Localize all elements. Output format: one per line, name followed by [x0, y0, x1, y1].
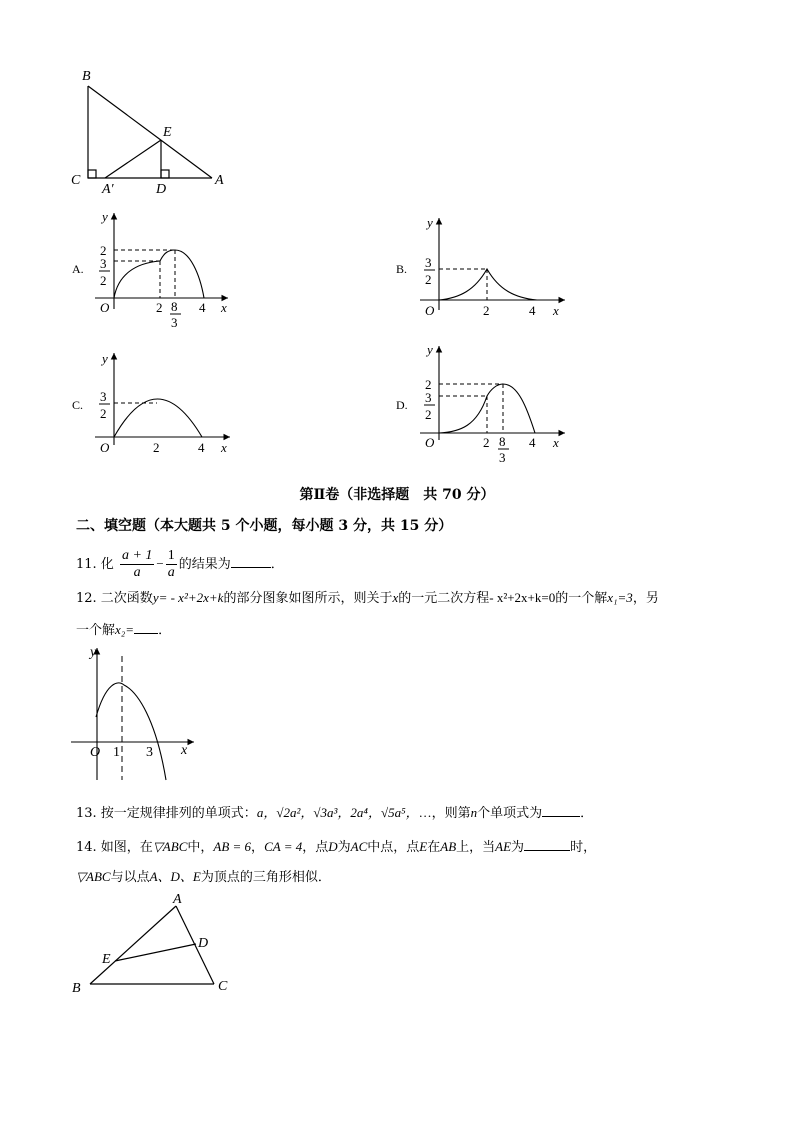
- origin-O: O: [425, 303, 435, 318]
- q12-function: y= - x²+2x+k: [152, 590, 224, 605]
- label-C: C: [218, 979, 228, 994]
- q14-ac: AC: [350, 839, 368, 854]
- q12-text-c: 的一元二次方程: [398, 591, 490, 606]
- label-A: A: [215, 173, 224, 188]
- x-tick-2: 2: [483, 303, 490, 318]
- tick-1: 1: [113, 745, 120, 760]
- q11-frac1-num: a + 1: [120, 548, 154, 565]
- q11-frac1-den: a: [133, 565, 141, 580]
- q11-fraction-2: [166, 548, 177, 581]
- q11-frac2-num: 1: [166, 548, 177, 565]
- q14-ab: AB = 6: [213, 839, 252, 854]
- q11-prefix: 11. 化: [76, 557, 114, 572]
- question-13: [76, 802, 593, 824]
- label-E: E: [102, 952, 111, 967]
- x-tick-2: 2: [483, 435, 490, 450]
- axis-x: x: [221, 440, 227, 455]
- label-B: B: [82, 69, 91, 84]
- axis-x: x: [553, 435, 559, 450]
- origin-O: O: [425, 435, 435, 450]
- axis-y: y: [102, 351, 108, 366]
- question-12-line-2: [76, 619, 171, 641]
- q11-answer-blank[interactable]: [231, 553, 271, 568]
- axis-y: y: [90, 645, 97, 660]
- q14-text-d: 为: [337, 840, 351, 855]
- q13-suffix-a: 则第: [444, 806, 471, 821]
- label-E: E: [163, 125, 172, 140]
- q13-term-3: √3a³，: [313, 805, 351, 820]
- option-b-letter: B.: [396, 262, 408, 276]
- q14-text-f: 在: [427, 840, 441, 855]
- q13-term-1: a，: [256, 805, 277, 820]
- q13-suffix-b: 个单项式为: [477, 806, 543, 821]
- q14-text-g: 上，当: [456, 840, 496, 855]
- q14-sep: ，: [251, 840, 265, 855]
- q12-answer-blank[interactable]: [134, 619, 158, 634]
- option-d-letter: D.: [396, 398, 408, 412]
- x-frac-3: 3: [499, 450, 506, 465]
- option-a-letter: A.: [72, 262, 84, 276]
- question-14-line-2: [76, 867, 331, 888]
- tick-2: 2: [100, 243, 107, 258]
- question-14-line-1: [76, 836, 596, 858]
- q11-fraction-1: [120, 548, 154, 581]
- q14-text-j: 与以点: [110, 870, 150, 885]
- tick-3: 3: [146, 745, 153, 760]
- part-title: 二、填空题（本大题共 5 个小题，每小题 3 分，共 15 分）: [76, 518, 453, 534]
- q11-minus: −: [156, 556, 164, 571]
- q12-text-a: 12. 二次函数: [76, 591, 153, 606]
- q14-ca: CA = 4: [264, 839, 303, 854]
- q14-triangle-2: ▽ABC: [76, 869, 111, 884]
- frac-2: 2: [100, 406, 107, 421]
- axis-x: x: [181, 743, 188, 758]
- origin-O: O: [90, 745, 101, 760]
- q13-n: n: [470, 805, 478, 820]
- q14-text-k: 为顶点的三角形相似．: [200, 870, 331, 885]
- axis-y: y: [427, 215, 433, 230]
- axis-y: y: [102, 209, 108, 224]
- question-11: [76, 544, 284, 585]
- q13-answer-blank[interactable]: [542, 802, 580, 817]
- frac-3: 3: [425, 255, 432, 270]
- option-a-graph: [90, 205, 240, 335]
- q12-parabola-graph: [66, 640, 201, 785]
- frac-3: 3: [100, 389, 107, 404]
- q12-solution: x₁=3: [607, 590, 633, 605]
- q12-text-b: 的部分图象如图所示，则关于: [223, 591, 393, 606]
- frac-2: 2: [425, 407, 432, 422]
- q11-end: ．: [270, 557, 284, 572]
- q13-end: ．: [580, 806, 594, 821]
- q12-text-f: 一个解: [76, 623, 116, 638]
- x-tick-4: 4: [199, 300, 206, 315]
- q11-frac2-den: a: [167, 565, 175, 580]
- origin-O: O: [100, 440, 110, 455]
- x-frac-3: 3: [171, 315, 178, 330]
- q14-text-e: 中点，点: [367, 840, 420, 855]
- q13-term-2: √2a²，: [276, 805, 314, 820]
- q14-ab2: AB: [440, 839, 457, 854]
- option-d-graph: [415, 340, 575, 468]
- q14-e: E: [419, 839, 428, 854]
- tick-2: 2: [425, 377, 432, 392]
- x-tick-4: 4: [529, 303, 536, 318]
- x-frac-8: 8: [499, 434, 506, 449]
- frac-3: 3: [100, 256, 107, 271]
- q14-answer-blank[interactable]: [524, 836, 570, 851]
- q12-equation: - x²+2x+k=0: [489, 590, 556, 605]
- frac-3: 3: [425, 390, 432, 405]
- axis-y: y: [427, 342, 433, 357]
- q13-term-5: √5a⁵，: [380, 805, 419, 820]
- label-A: A: [173, 892, 182, 907]
- q12-end: ．: [158, 623, 172, 638]
- origin-O: O: [100, 300, 110, 315]
- q14-text-a: 14. 如图，在: [76, 840, 153, 855]
- q14-triangle: ▽ABC: [152, 839, 188, 854]
- q12-text-e: ，另: [632, 591, 659, 606]
- axis-x: x: [221, 300, 227, 315]
- label-A-prime: A′: [102, 182, 114, 197]
- q14-ae: AE: [495, 839, 512, 854]
- q13-ellipsis: …，: [418, 805, 445, 820]
- frac-2: 2: [425, 272, 432, 287]
- q14-triangle-figure: [66, 890, 246, 1000]
- q13-term-4: 2a⁴，: [350, 805, 381, 820]
- triangle-figure: [60, 60, 250, 200]
- q12-var-x2: x₂=: [115, 622, 135, 637]
- q14-text-h: 为: [511, 840, 525, 855]
- option-c-graph: [90, 345, 240, 460]
- question-12-line-1: [76, 588, 659, 609]
- option-b-graph: [415, 210, 575, 330]
- x-frac-8: 8: [171, 299, 178, 314]
- q14-d: D: [328, 839, 338, 854]
- x-tick-4: 4: [529, 435, 536, 450]
- label-C: C: [71, 173, 81, 188]
- q12-var-x: x: [392, 590, 399, 605]
- x-tick-4: 4: [198, 440, 205, 455]
- q14-text-c: ，点: [302, 840, 329, 855]
- axis-x: x: [553, 303, 559, 318]
- q11-suffix: 的结果为: [178, 557, 231, 572]
- q14-text-b: 中，: [187, 840, 214, 855]
- q13-prefix: 13. 按一定规律排列的单项式：: [76, 806, 257, 821]
- option-c-letter: C.: [72, 398, 84, 412]
- label-D: D: [198, 936, 209, 951]
- q14-points: A、D、E: [149, 869, 201, 884]
- frac-2: 2: [100, 273, 107, 288]
- q14-text-i: 时，: [570, 840, 597, 855]
- x-tick-2: 2: [156, 300, 163, 315]
- section-title: 第Ⅱ卷（非选择题 共 70 分）: [299, 487, 495, 503]
- label-B: B: [72, 981, 81, 996]
- x-tick-2: 2: [153, 440, 160, 455]
- label-D: D: [156, 182, 167, 197]
- q12-text-d: 的一个解: [555, 591, 608, 606]
